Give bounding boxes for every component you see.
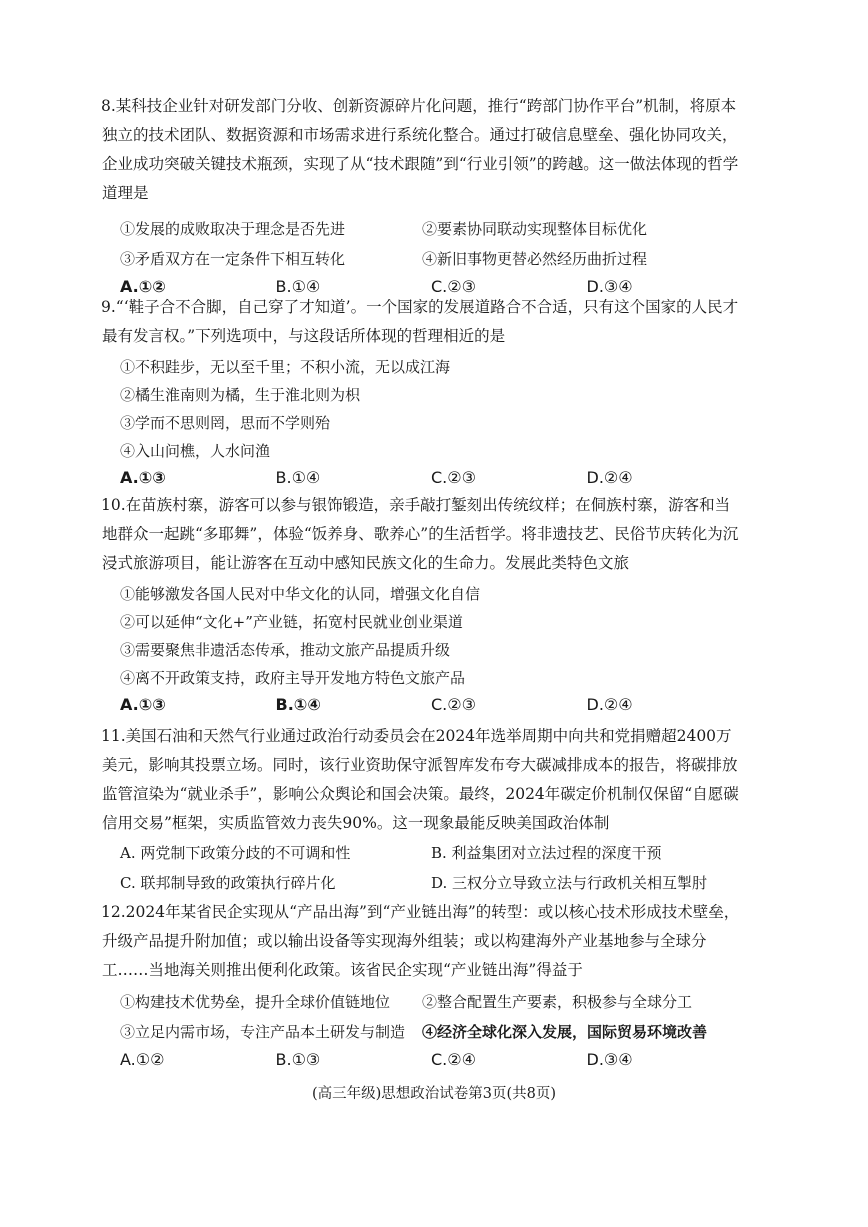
option-3: ③立足内需市场，专注产品本土研发与制造	[120, 1023, 406, 1041]
option-2: ②可以延伸“文化+”产业链，拓宽村民就业创业渠道	[120, 613, 463, 631]
option-4: ④经济全球化深入发展，国际贸易环境改善	[422, 1023, 708, 1041]
question-9-choices	[120, 465, 742, 491]
choice-c: C. 联邦制导致的政策执行碎片化	[120, 874, 336, 892]
choice-a: A. 两党制下政策分歧的不可调和性	[120, 844, 351, 862]
question-11	[102, 722, 742, 898]
choice-b: B.①③	[275, 1050, 321, 1069]
choice-c: C.②④	[431, 1050, 476, 1069]
choice-b: B. 利益集团对立法过程的深度干预	[431, 844, 662, 862]
question-9-stem: 9.“‘鞋子合不合脚，自己穿了才知道’。一个国家的发展道路合不合适，只有这个国家的人民才最有发言权。”下列选项中，与这段话所体现的哲理相近的是	[101, 298, 739, 345]
choice-a: A.①③	[120, 468, 166, 487]
question-10-choices	[120, 692, 742, 718]
choice-d: D.②④	[586, 468, 633, 487]
option-4: ④入山问樵，人水问渔	[120, 442, 271, 460]
question-8-options-row-2	[120, 244, 742, 274]
choice-b: B.①④	[275, 277, 321, 296]
choice-a: A.①②	[120, 1050, 165, 1069]
question-12-options-row-2	[120, 1017, 742, 1047]
option-1: ①不积跬步，无以至千里；不积小流，无以成江海	[120, 358, 451, 376]
question-8-stem: 8.某科技企业针对研发部门分收、创新资源碎片化问题，推行“跨部门协作平台”机制，将原本独立的技术团队、数据资源和市场需求进行系统化整合。通过打破信息壁垒、强化协同攻关，企业成功突破关键技术瓶颈，实现了从“技术跟随”到“行业引领”的跨越。这一做法体现的哲学道理是	[101, 97, 739, 202]
option-3: ③需要聚焦非遗活态传承，推动文旅产品提质升级	[120, 641, 451, 659]
question-8-options-row-1	[120, 214, 742, 244]
choice-a: A.①②	[120, 277, 166, 296]
question-11-stem: 11.美国石油和天然气行业通过政治行动委员会在2024年选举周期中向共和党捐赠超2400万美元，影响其投票立场。同时，该行业资助保守派智库发布夸大碳减排成本的报告，将碳排放监管渲染为“就业杀手”，影响公众舆论和国会决策。最终，2024年碳定价机制仅保留“自愿碳信用交易”框架，实质监管效力丧失90%。这一现象最能反映美国政治体制	[101, 727, 739, 832]
question-12-options-row-1	[120, 987, 742, 1017]
option-1: ①能够激发各国人民对中华文化的认同，增强文化自信	[120, 585, 481, 603]
question-9	[102, 293, 742, 491]
option-2: ②要素协同联动实现整体目标优化	[422, 220, 648, 238]
option-1: ①构建技术优势垒，提升全球价值链地位	[120, 993, 391, 1011]
option-3: ③学而不思则罔，思而不学则殆	[120, 414, 331, 432]
question-12-choices	[120, 1047, 742, 1073]
choice-d: D.③④	[586, 277, 633, 296]
choice-c: C.②③	[431, 695, 476, 714]
option-2: ②整合配置生产要素，积极参与全球分工	[422, 993, 693, 1011]
choice-c: C.②③	[431, 468, 476, 487]
question-8	[102, 92, 742, 300]
option-2: ②橘生淮南则为橘，生于淮北则为枳	[120, 386, 361, 404]
option-4: ④新旧事物更替必然经历曲折过程	[422, 250, 648, 268]
question-10	[102, 491, 742, 718]
option-3: ③矛盾双方在一定条件下相互转化	[120, 250, 346, 268]
choice-d: D. 三权分立导致立法与行政机关相互掣肘	[431, 874, 708, 892]
choice-a: A.①③	[120, 695, 166, 714]
choice-d: D.③④	[586, 1050, 633, 1069]
choice-c: C.②③	[431, 277, 476, 296]
question-10-stem: 10.在苗族村寨，游客可以参与银饰锻造，亲手敲打錾刻出传统纹样；在侗族村寨，游客和当地群众一起跳“多耶舞”，体验“饭养身、歌养心”的生活哲学。将非遗技艺、民俗节庆转化为沉浸式旅游项目，能让游客在互动中感知民族文化的生命力。发展此类特色文旅	[101, 496, 739, 572]
choice-b: B.①④	[275, 695, 321, 714]
choice-d: D.②④	[586, 695, 633, 714]
page-footer: (高三年级)思想政治试卷第3页(共8页)	[311, 1086, 557, 1102]
question-12	[102, 898, 742, 1073]
choice-b: B.①④	[275, 468, 321, 487]
question-12-stem: 12.2024年某省民企实现从“产品出海”到“产业链出海”的转型：或以核心技术形成技术壁垒，升级产品提升附加值；或以输出设备等实现海外组装；或以构建海外产业基地参与全球分工……当地海关则推出便利化政策。该省民企实现“产业链出海”得益于	[101, 903, 740, 979]
option-4: ④离不开政策支持，政府主导开发地方特色文旅产品	[120, 669, 466, 687]
option-1: ①发展的成败取决于理念是否先进	[120, 220, 346, 238]
question-11-choices-row-2	[120, 868, 742, 898]
question-11-choices-row-1	[120, 838, 742, 868]
